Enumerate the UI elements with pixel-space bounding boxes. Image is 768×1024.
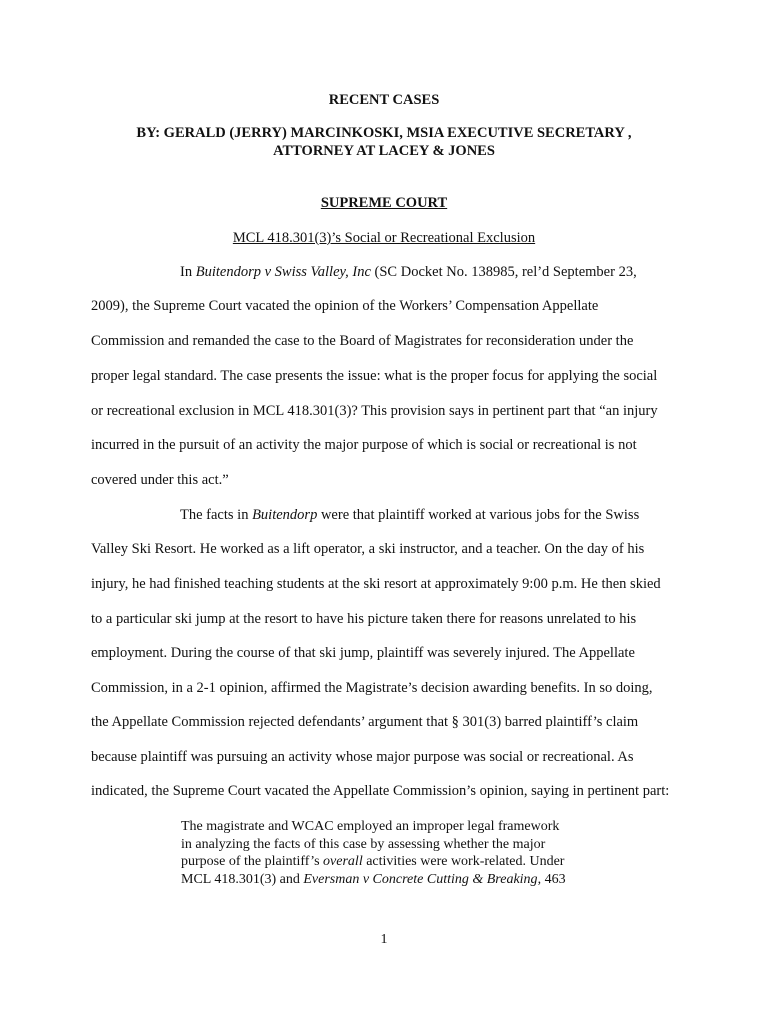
quote-l3-pre: purpose of the plaintiff’s: [181, 854, 324, 869]
para2-l1-pre: The facts in: [180, 507, 253, 523]
quote-line-3: [181, 853, 586, 871]
para1-line-7: covered under this act.”: [91, 472, 229, 488]
para2-line-9: indicated, the Supreme Court vacated the Appellate Commission’s opinion, saying in pertinent part:: [91, 783, 670, 799]
quote-line-2: in analyzing the facts of this case by assessing whether the major: [181, 836, 546, 852]
byline-line-2: ATTORNEY AT LACEY & JONES: [273, 143, 495, 159]
para1-l1-pre: In: [180, 264, 196, 280]
para2-line-8: because plaintiff was pursuing an activity whose major purpose was social or recreational. As: [91, 749, 634, 765]
quote-l4-pre: MCL 418.301(3) and: [181, 871, 304, 887]
para1-line-4: proper legal standard. The case presents the issue: what is the proper focus for applying the social: [91, 368, 658, 384]
para1-line-6: incurred in the pursuit of an activity the major purpose of which is social or recreational is not: [91, 437, 637, 453]
quote-line-4: [181, 871, 586, 889]
para2-line-3: injury, he had finished teaching students at the ski resort at approximately 9:00 p.m. He then skied: [91, 576, 661, 592]
quote-l3-post: activities were work-related. Under: [362, 854, 565, 869]
byline-line-1: BY: GERALD (JERRY) MARCINKOSKI, MSIA EXECUTIVE SECRETARY ,: [136, 125, 632, 141]
topic-heading: MCL 418.301(3)’s Social or Recreational Exclusion: [232, 230, 536, 246]
case-name-buitendorp: Buitendorp v Swiss Valley, Inc: [195, 264, 371, 280]
block-quote: [181, 818, 586, 888]
document-title: RECENT CASES: [328, 92, 440, 108]
page-number: 1: [380, 932, 388, 947]
para2-line-1: [180, 507, 639, 524]
para1-line-1: [180, 264, 637, 281]
para2-line-7: the Appellate Commission rejected defendants’ argument that § 301(3) barred plaintiff’s claim: [91, 714, 639, 730]
court-heading: SUPREME COURT: [320, 195, 448, 211]
quote-l4-post: , 463: [537, 871, 566, 887]
case-name-buitendorp-short: Buitendorp: [252, 507, 318, 523]
para1-line-5: or recreational exclusion in MCL 418.301(3)? This provision says in pertinent part that “an injury: [91, 403, 658, 419]
quote-emphasis-overall: overall: [323, 854, 363, 869]
para1-line-3: Commission and remanded the case to the Board of Magistrates for reconsideration under the: [91, 333, 634, 349]
para2-l1-post: were that plaintiff worked at various jobs for the Swiss: [317, 507, 640, 523]
para2-line-4: to a particular ski jump at the resort to have his picture taken there for reasons unrelated to his: [91, 611, 637, 627]
para2-line-2: Valley Ski Resort. He worked as a lift operator, a ski instructor, and a teacher. On the day of his: [91, 541, 645, 557]
para1-l1-post: (SC Docket No. 138985, rel’d September 23,: [370, 264, 637, 280]
para2-line-6: Commission, in a 2-1 opinion, affirmed the Magistrate’s decision awarding benefits. In so doing,: [91, 680, 653, 696]
para2-line-5: employment. During the course of that ski jump, plaintiff was severely injured. The Appellate: [91, 645, 635, 661]
quote-line-1: The magistrate and WCAC employed an improper legal framework: [181, 819, 560, 834]
case-name-eversman: Eversman v Concrete Cutting & Breaking: [303, 871, 538, 887]
para1-line-2: 2009), the Supreme Court vacated the opinion of the Workers’ Compensation Appellate: [91, 298, 599, 314]
